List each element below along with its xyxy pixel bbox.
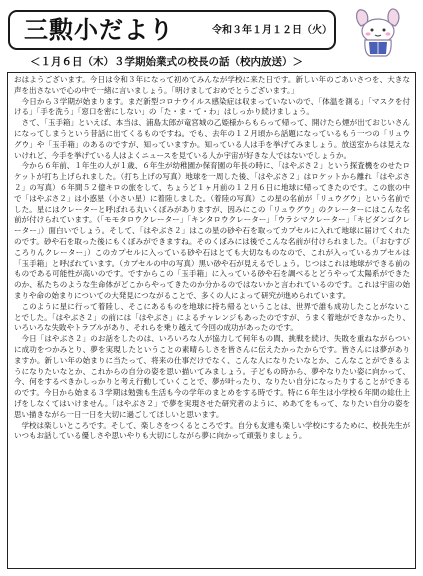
paragraph: 今日から３学期が始まります。まだ新型コロナウイルス感染症は収まっていないので、「体温を測る」「マスクを付ける」「手を洗う」「窓口を密にしない」の「た・ま・て・わ」はしっかり続けましょう。 [14, 96, 410, 117]
article-body [14, 75, 410, 442]
title-box [8, 10, 336, 50]
paragraph: 今日「はやぶさ２」のお話をしたのは、いろいろな人が協力して何年もの間、挑戦を続け、失敗を重ねながらついに成功をつかみとり、夢を実現したということの素晴らしさを皆さんに伝えたかったからです。皆さんには夢がありますか。新しい年の始まりに当たって、将来の仕事だけでなく、こんな人になりたいなとか、こんなことができるようになりたいなとか、これからの自分の姿を思い描いてみましょう。子どもの時から、夢やなりたい姿に向かって、今、何をするべきかしっかりと考え行動していくことで、夢が叶ったり、なりたい自分になったりすることができるのです。今日から始まる３学期は勉強も生活も今の学年のまとめをする時です。特に６年生は小学校６年間の総仕上げをしなくてはいけません。「はやぶさ２」で夢を実現させた研究者のように、めあてをもって、なりたい自分の姿を思い描きながら一日一日を大切に過ごしてほしいと思います。 [14, 334, 410, 419]
newsletter-title: 三勲小だより [24, 15, 174, 44]
paragraph: 今から６年前、１年生の人が１歳、６年生が幼稚園か保育園の年長の時に、「はやぶさ２」という探査機をのせたロケットが打ち上げられました。（打ち上げの写真）地球を一周した後、「はやぶさ２」はロケットから離れ「はやぶさ２」の写真）６年間５２億キロの旅をして、ちょうど１ヶ月前の１２月６日に地球に帰ってきたのです。この旅の中で「はやぶさ２」は小惑星（小さい星）に着陸しました。（着陸の写真）この星の名前が「リュウグウ」という名前でした。星にはクレーターと呼ばれる丸いくぼみがありますが、因みにこの「リュウグウ」のクレーターにはこんな名前が付けられています。（「モモタロウクレーター」「キンタロウクレーター」「ウラシマクレーター」「キビダンゴクレーター」）面白いでしょう。そして、「はやぶさ２」はこの星の砂や石を取ってカプセルに入れて地球に届けてくれたのです。砂や石を取った後にもくぼみができますね。そのくぼみには後でこんな名前が付けられました。（「おむすびころりんクレーター」）このカプセルに入っている砂や石はとても大切なものなので、これが入っているカプセルは「玉手箱」と呼ばれています。（カプセルの中の写真）黒い砂や石が見えるでしょう。じつはこれは地球ができる前のものである可能性が高いのです。ですからこの「玉手箱」に入っている砂や石を調べるとどうやって太陽系ができたのか、私たちのような生命体がどこからやってきたのか分かるのではないかと言われているのです。これは宇宙の始まりや命の始まりについての大発見につながることで、多くの人によって研究が進められています。 [14, 161, 410, 300]
paragraph: おはようございます。今日は令和３年になって初めてみんなが学校に来た日です。新しい年のごあいさつを、大きな声を出さないで心の中で一緒に言いましょう。「明けましておめでとうございます。」 [14, 75, 410, 95]
paragraph: このように星に行って着陸し、そこにあるものを地球に持ち帰るということは、世界で誰も成功したことがないことでした。「はやぶさ２」の前には「はやぶさ」によるチャレンジもあったのですが、うまく着地ができなかったり、いろいろな失敗やトラブルがあり、それらを乗り越えて今回の成功があったのです。 [14, 301, 410, 333]
paragraph: さて、「玉手箱」といえば、本当は、浦島太郎が竜宮城の乙姫様からもらって帰って、開けたら煙が出ておじいさんになってしまうという昔話に出てくるものですね。でも、去年の１２月頃から話題になっているもう一つの「リュウグウ」や「玉手箱」のあるのですが、知っていますか。知っている人は手を挙げてみましょう。放送室からは見えないけれど、今手を挙げている人はよくニュースを見ている人か宇宙が好きな人ではないでしょうか。 [14, 118, 410, 160]
issue-date: 令和３年１月１２日（火） [212, 25, 332, 36]
section-heading: ＜１月６日（木）３学期始業式の校長の話（校内放送）＞ [30, 56, 303, 68]
paragraph: 学校は楽しいところです。そして、楽しさをつくるところです。自分も友達も楽しい学校にするために、校長先生がいつもお話している優しさや思いやりも大切にしながら夢に向かって頑張りましょう。 [14, 420, 410, 441]
rabbit-mascot-icon [348, 6, 408, 58]
